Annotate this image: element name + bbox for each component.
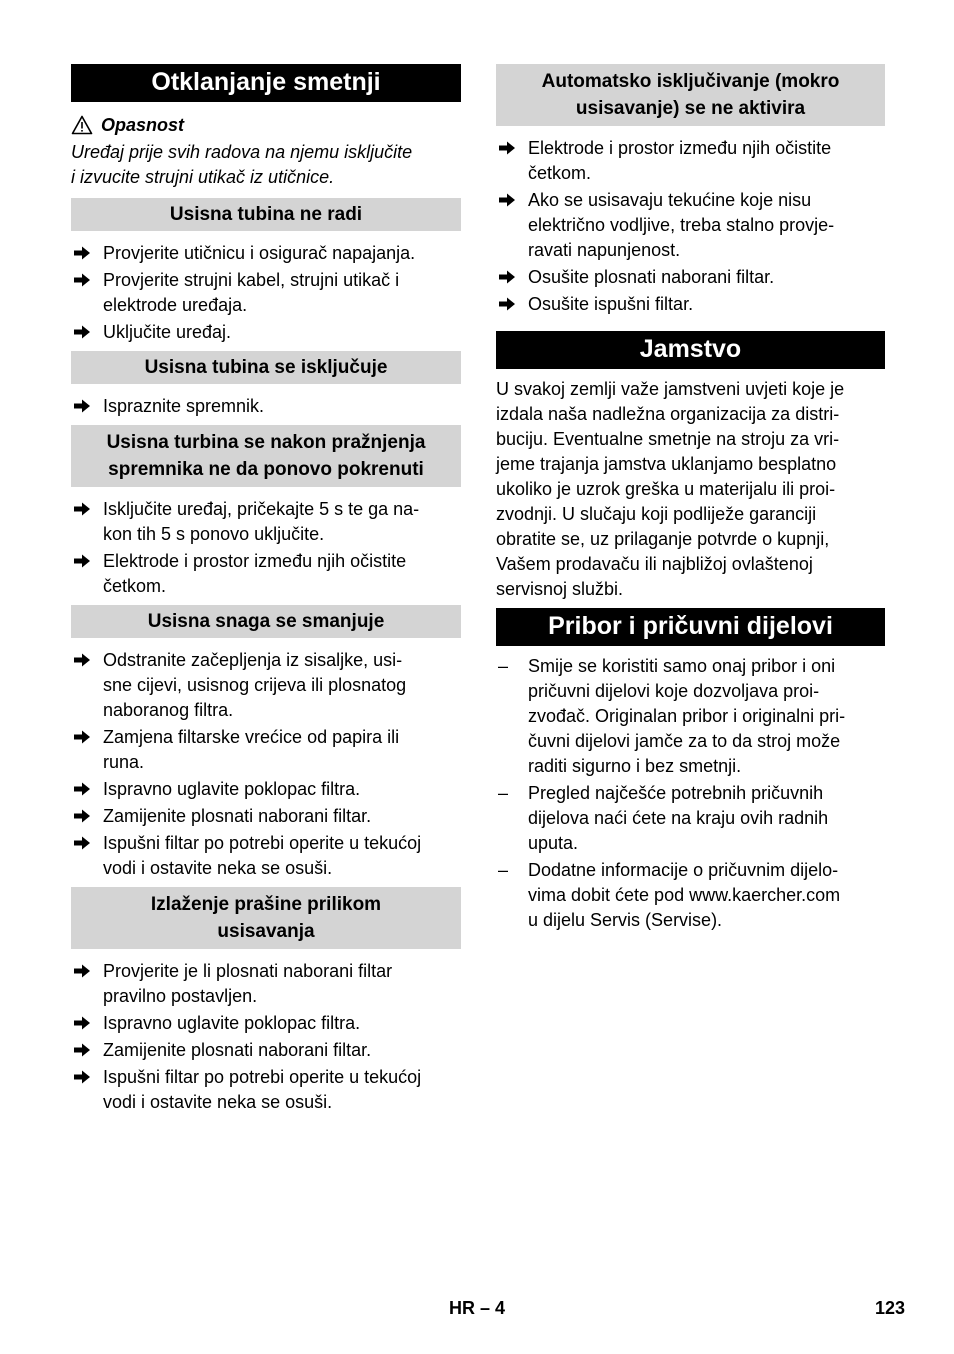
danger-notice <box>71 113 461 137</box>
step-line: naboranog filtra. <box>103 700 234 720</box>
accessory-item <box>496 654 885 779</box>
warranty-line: U svakoj zemlji važe jamstveni uvjeti koje je <box>496 379 845 399</box>
right-arrow-icon <box>73 553 91 569</box>
accessory-line: zvođač. Originalan pribor i originalni pri- <box>528 706 846 726</box>
accessory-line: uputa. <box>528 833 579 853</box>
step-list <box>71 959 461 1115</box>
right-arrow-icon <box>73 245 91 261</box>
section-heading <box>71 198 461 231</box>
section-heading-line: Automatsko isključivanje (mokro <box>541 71 840 92</box>
dash-marker: – <box>498 783 509 803</box>
step-item <box>71 268 461 318</box>
section-heading-line: Usisna tubina ne radi <box>169 204 363 225</box>
accessory-line: Smije se koristiti samo onaj pribor i oni <box>528 656 836 676</box>
step-line: pravilno postavljen. <box>103 986 258 1006</box>
step-item <box>71 725 461 775</box>
warranty-line: izdala naša nadležna organizacija za distri- <box>496 404 840 424</box>
right-arrow-icon <box>73 1015 91 1031</box>
section-heading <box>71 605 461 638</box>
danger-label: Opasnost <box>101 115 185 135</box>
step-list <box>71 241 461 345</box>
step-item <box>496 188 885 263</box>
step-line: ravati napunjenost. <box>528 240 681 260</box>
right-arrow-icon <box>73 398 91 414</box>
step-list <box>71 394 461 419</box>
accessory-line: pričuvni dijelovi koje dozvoljava proi- <box>528 681 820 701</box>
right-arrow-icon <box>73 501 91 517</box>
step-item <box>71 497 461 547</box>
right-column <box>496 64 885 935</box>
step-line: Zamijenite plosnati naborani filtar. <box>103 1040 372 1060</box>
section-heading <box>71 887 461 949</box>
step-line: sne cijevi, usisnog crijeva ili plosnatog <box>103 675 407 695</box>
step-line: Provjerite utičnicu i osigurač napajanja. <box>103 243 416 263</box>
right-arrow-icon <box>73 963 91 979</box>
step-line: kon tih 5 s ponovo uključite. <box>103 524 325 544</box>
right-arrow-icon <box>73 781 91 797</box>
warranty-line: buciju. Eventualne smetnje na stroju za vri- <box>496 429 840 449</box>
accessory-line: vima dobit ćete pod www.kaercher.com <box>528 885 841 905</box>
section-heading-line: usisavanja <box>217 921 315 942</box>
dash-marker: – <box>498 656 509 676</box>
step-line: Elektrode i prostor između njih očistite <box>103 551 407 571</box>
warranty-text <box>496 377 885 602</box>
step-item <box>71 648 461 723</box>
right-arrow-icon <box>498 192 516 208</box>
step-line: Zamjena filtarske vrećice od papira ili <box>103 727 400 747</box>
accessory-line: Dodatne informacije o pričuvnim dijelo- <box>528 860 839 880</box>
right-arrow-icon <box>73 808 91 824</box>
step-list <box>71 497 461 599</box>
warning-triangle-icon <box>71 115 93 135</box>
footer-label: HR – 4 <box>449 1298 506 1318</box>
right-arrow-icon <box>498 140 516 156</box>
step-item <box>71 241 461 266</box>
warranty-line: Vašem prodavaču ili najbližoj ovlaštenoj <box>496 554 813 574</box>
accessory-line: čuvni dijelovi jamče za to da stroj može <box>528 731 841 751</box>
step-item <box>71 777 461 802</box>
step-item <box>71 394 461 419</box>
step-line: Osušite plosnati naborani filtar. <box>528 267 775 287</box>
step-item <box>71 1011 461 1036</box>
right-arrow-icon <box>498 296 516 312</box>
step-line: vodi i ostavite neka se osuši. <box>103 1092 333 1112</box>
step-line: elektrode uređaja. <box>103 295 248 315</box>
step-line: četkom. <box>103 576 167 596</box>
step-line: četkom. <box>528 163 592 183</box>
section-heading-line: Izlaženje prašine prilikom <box>150 894 382 915</box>
section-heading-line: spremnika ne da ponovo pokrenuti <box>108 459 424 480</box>
right-arrow-icon <box>73 729 91 745</box>
step-item <box>71 1038 461 1063</box>
step-line: Elektrode i prostor između njih očistite <box>528 138 832 158</box>
accessory-line: dijelova naći ćete na kraju ovih radnih <box>528 808 829 828</box>
step-line: Odstranite začepljenja iz sisaljke, usi- <box>103 650 403 670</box>
right-arrow-icon <box>73 324 91 340</box>
step-item <box>71 959 461 1009</box>
warranty-line: obratite se, uz prilaganje potvrde o kupnji, <box>496 529 830 549</box>
step-item <box>71 831 461 881</box>
dash-marker: – <box>498 860 509 880</box>
step-line: Ako se usisavaju tekućine koje nisu <box>528 190 812 210</box>
danger-text <box>71 140 461 190</box>
step-item <box>496 136 885 186</box>
step-line: Uključite uređaj. <box>103 322 232 342</box>
step-item <box>496 292 885 317</box>
step-item <box>71 549 461 599</box>
section-heading <box>71 351 461 384</box>
step-line: Provjerite je li plosnati naborani filtar <box>103 961 393 981</box>
section-heading <box>496 64 885 126</box>
step-item <box>71 804 461 829</box>
accessories-list <box>496 654 885 933</box>
warranty-line: jeme trajanja jamstva uklanjamo besplatno <box>496 454 837 474</box>
danger-text-line: i izvucite strujni utikač iz utičnice. <box>71 167 335 187</box>
step-line: Ispušni filtar po potrebi operite u tekućoj <box>103 1067 422 1087</box>
step-line: runa. <box>103 752 145 772</box>
step-item <box>496 265 885 290</box>
step-line: Isključite uređaj, pričekajte 5 s te ga na- <box>103 499 420 519</box>
step-line: Ispraznite spremnik. <box>103 396 265 416</box>
step-line: Ispravno uglavite poklopac filtra. <box>103 1013 361 1033</box>
section-heading-line: Usisna snaga se smanjuje <box>147 611 385 632</box>
right-arrow-icon <box>73 1069 91 1085</box>
step-line: Ispravno uglavite poklopac filtra. <box>103 779 361 799</box>
warranty-line: zvodnji. U slučaju koji podliježe garanciji <box>496 504 817 524</box>
section-heading <box>71 425 461 487</box>
left-column <box>71 64 461 1117</box>
accessory-line: Pregled najčešće potrebnih pričuvnih <box>528 783 824 803</box>
right-arrow-icon <box>73 272 91 288</box>
accessory-item <box>496 858 885 933</box>
troubleshooting-title: Otklanjanje smetnji <box>71 64 461 102</box>
warranty-title: Jamstvo <box>496 331 885 369</box>
section-heading-line: usisavanje) se ne aktivira <box>575 98 806 119</box>
step-list <box>71 648 461 881</box>
step-line: Osušite ispušni filtar. <box>528 294 694 314</box>
accessory-item <box>496 781 885 856</box>
right-arrow-icon <box>498 269 516 285</box>
auto-shutoff-section <box>496 64 885 317</box>
warranty-line: ukoliko je uzrok greška u materijalu ili proi- <box>496 479 836 499</box>
accessory-line: raditi sigurno i bez smetnji. <box>528 756 742 776</box>
accessories-title: Pribor i pričuvni dijelovi <box>496 608 885 646</box>
right-arrow-icon <box>73 652 91 668</box>
warranty-line: servisnoj službi. <box>496 579 624 599</box>
section-heading-line: Usisna tubina se isključuje <box>144 357 388 378</box>
step-list <box>496 136 885 317</box>
section-heading-line: Usisna turbina se nakon pražnjenja <box>106 432 426 453</box>
accessory-line: u dijelu Servis (Servise). <box>528 910 723 930</box>
step-line: Provjerite strujni kabel, strujni utikač i <box>103 270 400 290</box>
step-line: vodi i ostavite neka se osuši. <box>103 858 333 878</box>
page-number: 123 <box>875 1298 906 1318</box>
step-item <box>71 320 461 345</box>
danger-text-line: Uređaj prije svih radova na njemu isključite <box>71 142 413 162</box>
step-item <box>71 1065 461 1115</box>
right-arrow-icon <box>73 835 91 851</box>
step-line: Zamijenite plosnati naborani filtar. <box>103 806 372 826</box>
troubleshooting-sections <box>71 198 461 1115</box>
right-arrow-icon <box>73 1042 91 1058</box>
step-line: električno vodljive, treba stalno provje- <box>528 215 835 235</box>
step-line: Ispušni filtar po potrebi operite u tekućoj <box>103 833 422 853</box>
